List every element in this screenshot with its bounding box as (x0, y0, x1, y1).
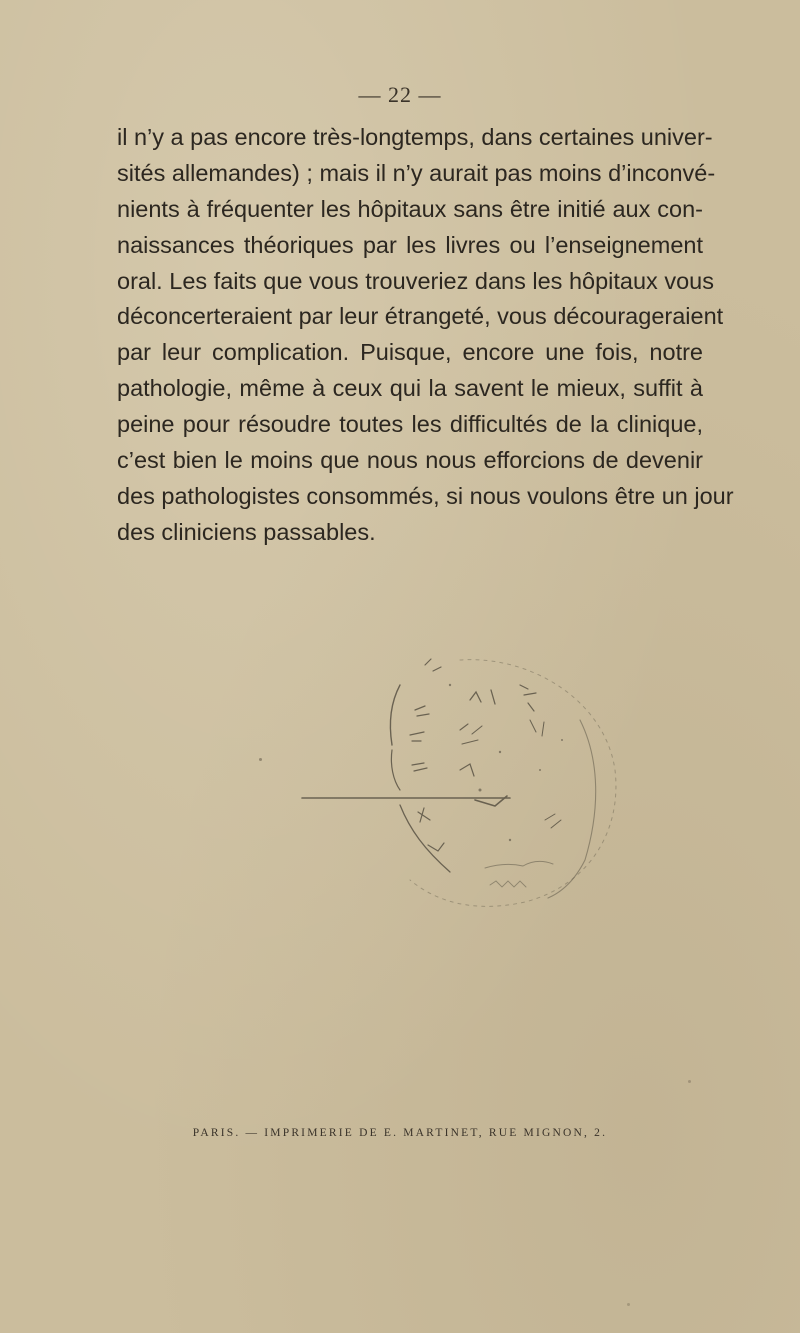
paper-speck (259, 758, 262, 761)
text-line: c’est bien le moins que nous nous efforcions de devenir (117, 447, 703, 474)
text-line: nients à fréquenter les hôpitaux sans être initié aux con- (117, 195, 703, 222)
library-stamp (300, 640, 630, 920)
text-line: peine pour résoudre toutes les difficultés de la clinique, (117, 411, 703, 438)
text-line: par leur complication. Puisque, encore une fois, notre (117, 339, 703, 366)
text-line: des cliniciens passables. (117, 518, 376, 545)
paper-speck (627, 1303, 630, 1306)
page-number: — 22 — (358, 82, 442, 107)
printer-imprint: PARIS. — IMPRIMERIE DE E. MARTINET, RUE MIGNON, 2. (192, 1127, 608, 1139)
text-line: naissances théoriques par les livres ou l’enseignement (117, 231, 703, 258)
text-line: des pathologistes consommés, si nous voulons être un jour (117, 482, 734, 509)
text-line: oral. Les faits que vous trouveriez dans les hôpitaux vous (117, 267, 714, 294)
text-line: il n’y a pas encore très-longtemps, dans certaines univer- (117, 124, 713, 150)
paper-speck (688, 1080, 691, 1083)
text-line: pathologie, même à ceux qui la savent le mieux, suffit à (117, 375, 703, 402)
text-line: déconcerteraient par leur étrangeté, vous décourageraient (117, 303, 724, 330)
text-line: sités allemandes) ; mais il n’y aurait pas moins d’inconvé- (117, 159, 716, 186)
body-paragraph (117, 120, 734, 551)
